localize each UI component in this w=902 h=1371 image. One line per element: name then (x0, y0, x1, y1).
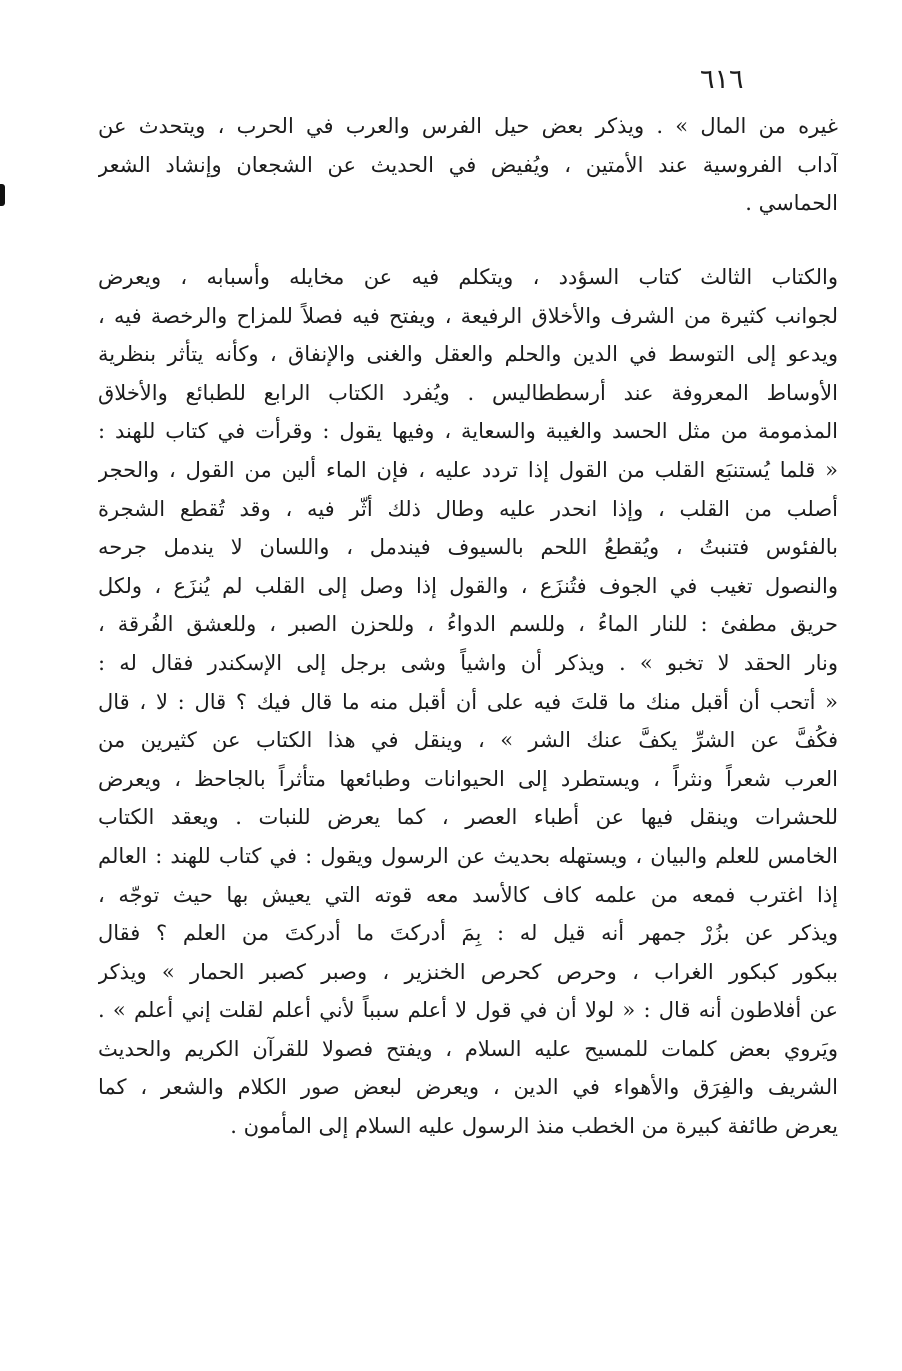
text-line: يعرض طائفة كبيرة من الخطب منذ الرسول عليه السلام إلى المأمون . (230, 1114, 838, 1139)
text-line: آداب الفروسية عند الأمتين ، ويُفيض في الحديث عن الشجعان وإنشاد الشعر (98, 152, 838, 177)
text-line: أصلب من القلب ، وإذا انحدر عليه وطال ذلك أثّر فيه ، وقد تُقطع الشجرة (98, 496, 838, 521)
text-line: ويذكر عن بزُرْ جمهر أنه قيل له : بِمَ أدركتَ ما أدركتَ من العلم ؟ فقال (98, 921, 838, 946)
text-line: غيره من المال » . ويذكر بعض حيل الفرس والعرب في الحرب ، ويتحدث عن (98, 114, 838, 138)
text-line: فكُفَّ عن الشرِّ يكفَّ عنك الشر » ، وينقل في هذا الكتاب عن كثيرين من (98, 728, 838, 753)
text-line: الأوساط المعروفة عند أرسططاليس . ويُفرد الكتاب الرابع للطبائع والأخلاق (98, 380, 838, 405)
paragraph-1 (98, 107, 838, 223)
text-line: للحشرات وينقل فيها عن أطباء العصر ، كما يعرض للنبات . ويعقد الكتاب (98, 805, 838, 830)
text-line: والكتاب الثالث كتاب السؤدد ، ويتكلم فيه عن مخايله وأسبابه ، ويعرض (98, 265, 838, 289)
text-line: المذمومة من مثل الحسد والغيبة والسعاية ، وفيها يقول : وقرأت في كتاب للهند : (98, 419, 838, 444)
text-line: بالفئوس فتنبتُ ، ويُقطعُ اللحم بالسيوف فيندمل ، واللسان لا يندمل جرحه (98, 535, 838, 560)
text-line: « قلما يُستنبَع القلب من القول إذا تردد عليه ، فإن الماء ألين من القول ، والحجر (98, 457, 838, 482)
text-line: ببكور كبكور الغراب ، وحرص كحرص الخنزير ، وصبر كصبر الحمار » ويذكر (98, 959, 838, 984)
text-line: حريق مطفئ : للنار الماءُ ، وللسم الدواءُ ، وللحزن الصبر ، وللعشق الفُرقة ، (98, 612, 838, 637)
text-line: إذا اغترب فمعه من علمه كاف كالأسد معه قوته التي يعيش بها حيث توجّه ، (98, 882, 838, 907)
text-line: الحماسي . (745, 191, 838, 216)
page-edge-mark (0, 184, 5, 206)
text-line: والنصول تغيب في الجوف فتُنزَع ، والقول إذا وصل إلى القلب لم يُنزَع ، ولكل (98, 573, 838, 598)
paragraph-2 (98, 258, 838, 1146)
text-line: الشريف والفِرَق والأهواء في الدين ، ويعرض لبعض صور الكلام والشعر ، كما (98, 1075, 838, 1100)
text-line: عن أفلاطون أنه قال : « لولا أن في قول لا أعلم سبباً لأني أعلم لقلت إني أعلم » . (98, 998, 838, 1023)
text-line: « أتحب أن أقبل منك ما قلتَ فيه على أن أقبل منه ما قال فيك ؟ قال : لا ، قال (98, 689, 838, 714)
text-line: العرب شعراً ونثراً ، ويستطرد إلى الحيوانات وطبائعها متأثراً بالجاحظ ، ويعرض (98, 766, 838, 791)
text-line: ويَروي بعض كلمات للمسيح عليه السلام ، ويفتح فصولا للقرآن الكريم والحديث (98, 1036, 838, 1061)
text-line: ونار الحقد لا تخبو » . ويذكر أن واشياً وشى برجل إلى الإسكندر فقال له : (98, 650, 838, 675)
text-line: لجوانب كثيرة من الشرف والأخلاق الرفيعة ، ويفتح فيه فصلاً للمزاح والرخصة فيه ، (98, 303, 838, 328)
text-line: ويدعو إلى التوسط في الدين والحلم والعقل والغنى والإنفاق ، وكأنه يتأثر بنظرية (98, 342, 838, 367)
text-line: الخامس للعلم والبيان ، ويستهله بحديث عن الرسول ويقول : في كتاب للهند : العالم (98, 843, 838, 868)
page-number: ٦١٦ (700, 64, 744, 95)
